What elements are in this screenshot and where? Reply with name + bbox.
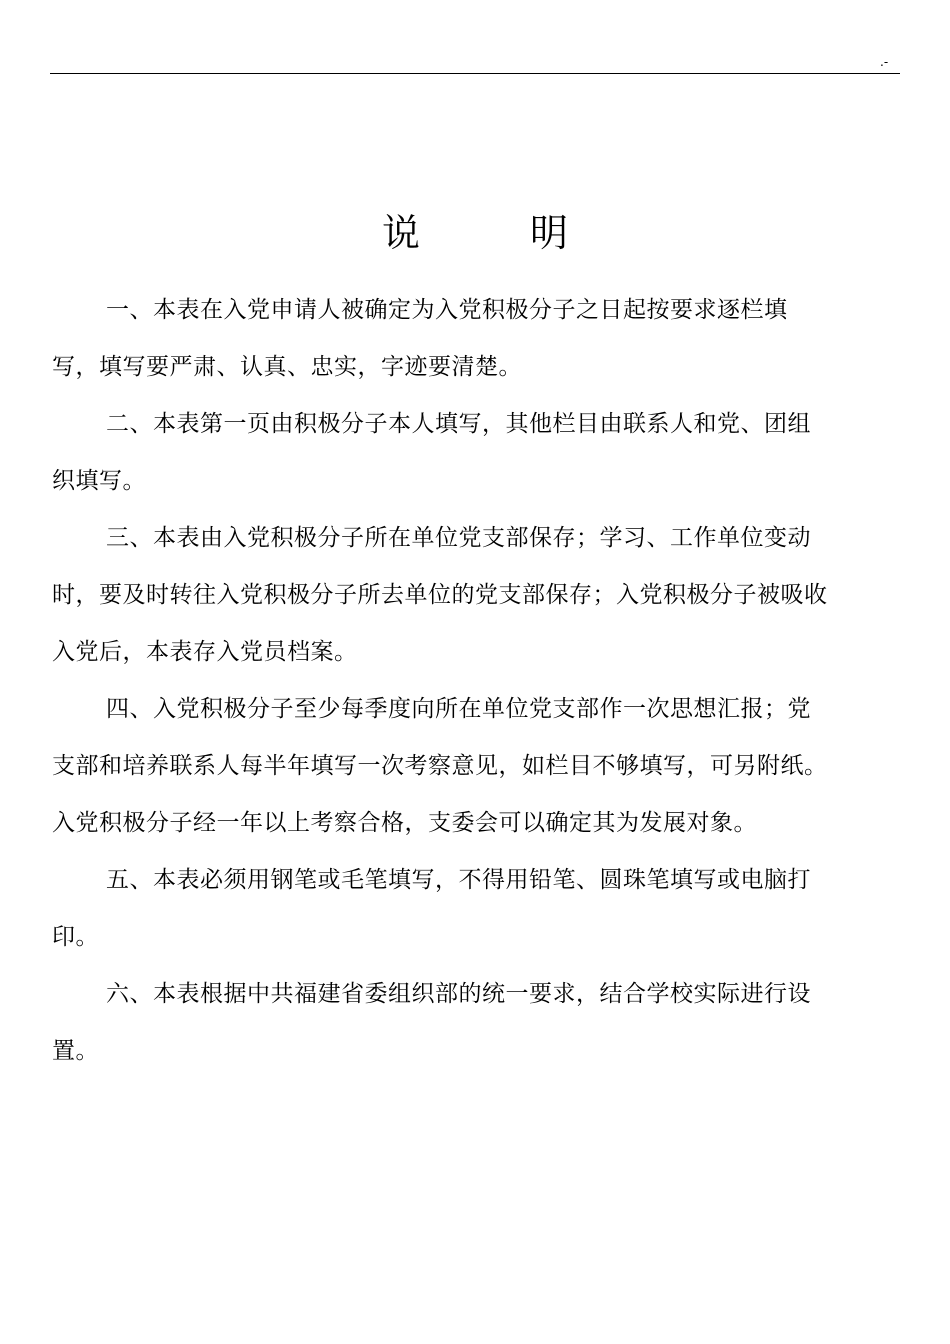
- page-title-char-2: 明: [530, 211, 569, 255]
- page-title: [0, 205, 950, 261]
- instruction-paragraph-2: 二、本表第一页由积极分子本人填写，其他栏目由联系人和党、团组织填写。: [52, 411, 811, 494]
- instruction-paragraph-6: 六、本表根据中共福建省委组织部的统一要求，结合学校实际进行设置。: [52, 981, 811, 1064]
- header-mark: .-: [880, 55, 889, 69]
- page-title-char-1: 说: [381, 211, 420, 255]
- instruction-paragraph-5: 五、本表必须用钢笔或毛笔填写，不得用铅笔、圆珠笔填写或电脑打印。: [52, 867, 811, 950]
- instructions-body: [52, 282, 832, 1080]
- instruction-paragraph-4: 四、入党积极分子至少每季度向所在单位党支部作一次思想汇报；党支部和培养联系人每半年填写一次考察意见，如栏目不够填写，可另附纸。入党积极分子经一年以上考察合格，支委会可以确定其为发展对象。: [52, 696, 828, 836]
- instruction-paragraph-1: 一、本表在入党申请人被确定为入党积极分子之日起按要求逐栏填写，填写要严肃、认真、忠实，字迹要清楚。: [52, 297, 788, 380]
- header-rule: [50, 73, 900, 74]
- instruction-paragraph-3: 三、本表由入党积极分子所在单位党支部保存；学习、工作单位变动时，要及时转往入党积极分子所去单位的党支部保存；入党积极分子被吸收入党后，本表存入党员档案。: [52, 525, 828, 665]
